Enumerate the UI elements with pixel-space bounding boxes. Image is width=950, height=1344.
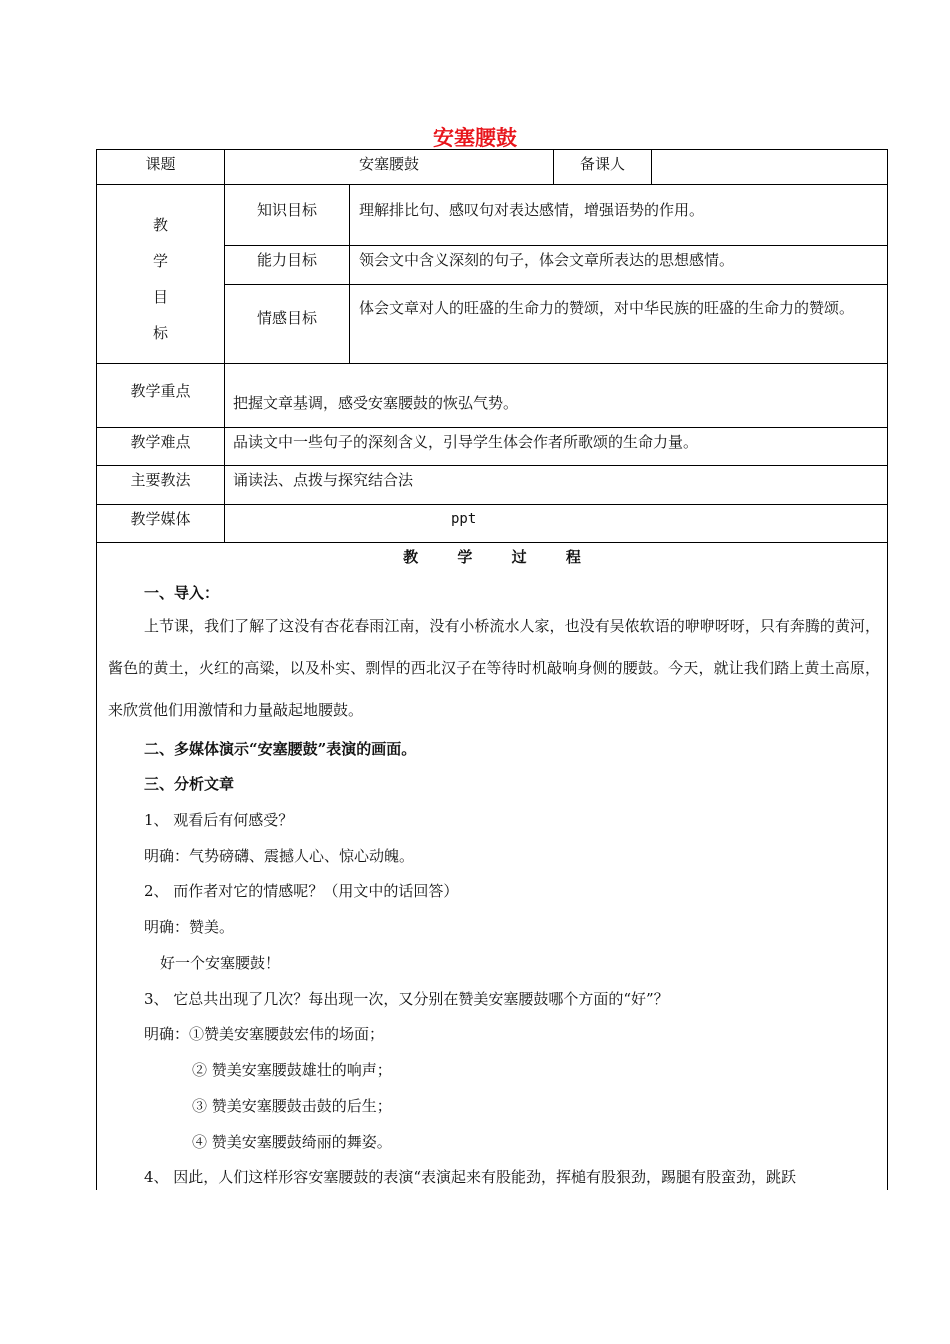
- knowledge-objective-text: 理解排比句、感叹句对表达感情，增强语势的作用。: [359, 201, 705, 219]
- ability-objective-text: 领会文中含义深刻的句子，体会文章所表达的思想感情。: [359, 251, 735, 269]
- question-4: 4、 因此，人们这样形容安塞腰鼓的表演“表演起来有股能劲，挥槌有股狠劲，踢腿有股蛮劲，跳跃: [144, 1168, 796, 1186]
- document-title: 安塞腰鼓: [433, 126, 517, 150]
- key-point-text: 把握文章基调，感受安塞腰鼓的恢弘气势。: [233, 394, 519, 412]
- section-analysis-heading: 三、分析文章: [144, 775, 235, 793]
- answer-2-exclaim: 好一个安塞腰鼓！: [160, 954, 281, 972]
- emotion-objective-label: 情感目标: [256, 309, 317, 327]
- answer-3-item-2: ② 赞美安塞腰鼓雄壮的响声；: [192, 1061, 392, 1079]
- intro-paragraph: 上节课，我们了解了这没有杏花春雨江南，没有小桥流水人家，也没有吴侬软语的咿咿呀呀，只有奔腾的黄河，酱色的黄土，火红的高粱，以及朴实、剽悍的西北汉子在等待时机敲响身侧的腰鼓。今天，就让我们踏上黄土高原，来欣赏他们用激情和力量敲起地腰鼓。: [108, 617, 880, 719]
- question-1: 1、 观看后有何感受？: [144, 811, 294, 829]
- knowledge-objective-label: 知识目标: [256, 201, 317, 219]
- preparer-label: 备课人: [579, 155, 625, 173]
- objectives-label: 教 学 目 标: [152, 216, 168, 342]
- media-text: ppt: [451, 511, 477, 527]
- answer-3-item-3: ③ 赞美安塞腰鼓击鼓的后生；: [192, 1097, 392, 1115]
- section-intro-heading: 一、导入：: [144, 584, 220, 602]
- lesson-value: 安塞腰鼓: [358, 155, 419, 173]
- key-point-label: 教学重点: [130, 382, 191, 400]
- method-text: 诵读法、点拨与探究结合法: [233, 471, 414, 489]
- media-label: 教学媒体: [130, 510, 191, 528]
- process-heading: 教 学 过 程: [403, 548, 581, 566]
- ability-objective-label: 能力目标: [256, 251, 317, 269]
- answer-1: 明确：气势磅礴、震撼人心、惊心动魄。: [144, 847, 415, 865]
- difficulty-label: 教学难点: [130, 433, 191, 451]
- answer-3-item-1: 明确：①赞美安塞腰鼓宏伟的场面；: [144, 1025, 385, 1043]
- difficulty-text: 品读文中一些句子的深刻含义，引导学生体会作者所歌颂的生命力量。: [233, 433, 699, 451]
- answer-3-item-4: ④ 赞美安塞腰鼓绮丽的舞姿。: [192, 1133, 392, 1151]
- answer-2: 明确：赞美。: [144, 918, 235, 936]
- method-label: 主要教法: [130, 471, 191, 489]
- question-3: 3、 它总共出现了几次？每出现一次，又分别在赞美安塞腰鼓哪个方面的“好”？: [144, 990, 669, 1008]
- question-2: 2、 而作者对它的情感呢？（用文中的话回答）: [144, 882, 459, 900]
- emotion-objective-text: 体会文章对人的旺盛的生命力的赞颂，对中华民族的旺盛的生命力的赞颂。: [359, 299, 855, 317]
- lesson-label: 课题: [145, 155, 176, 173]
- section-media-heading: 二、多媒体演示“安塞腰鼓”表演的画面。: [144, 740, 417, 758]
